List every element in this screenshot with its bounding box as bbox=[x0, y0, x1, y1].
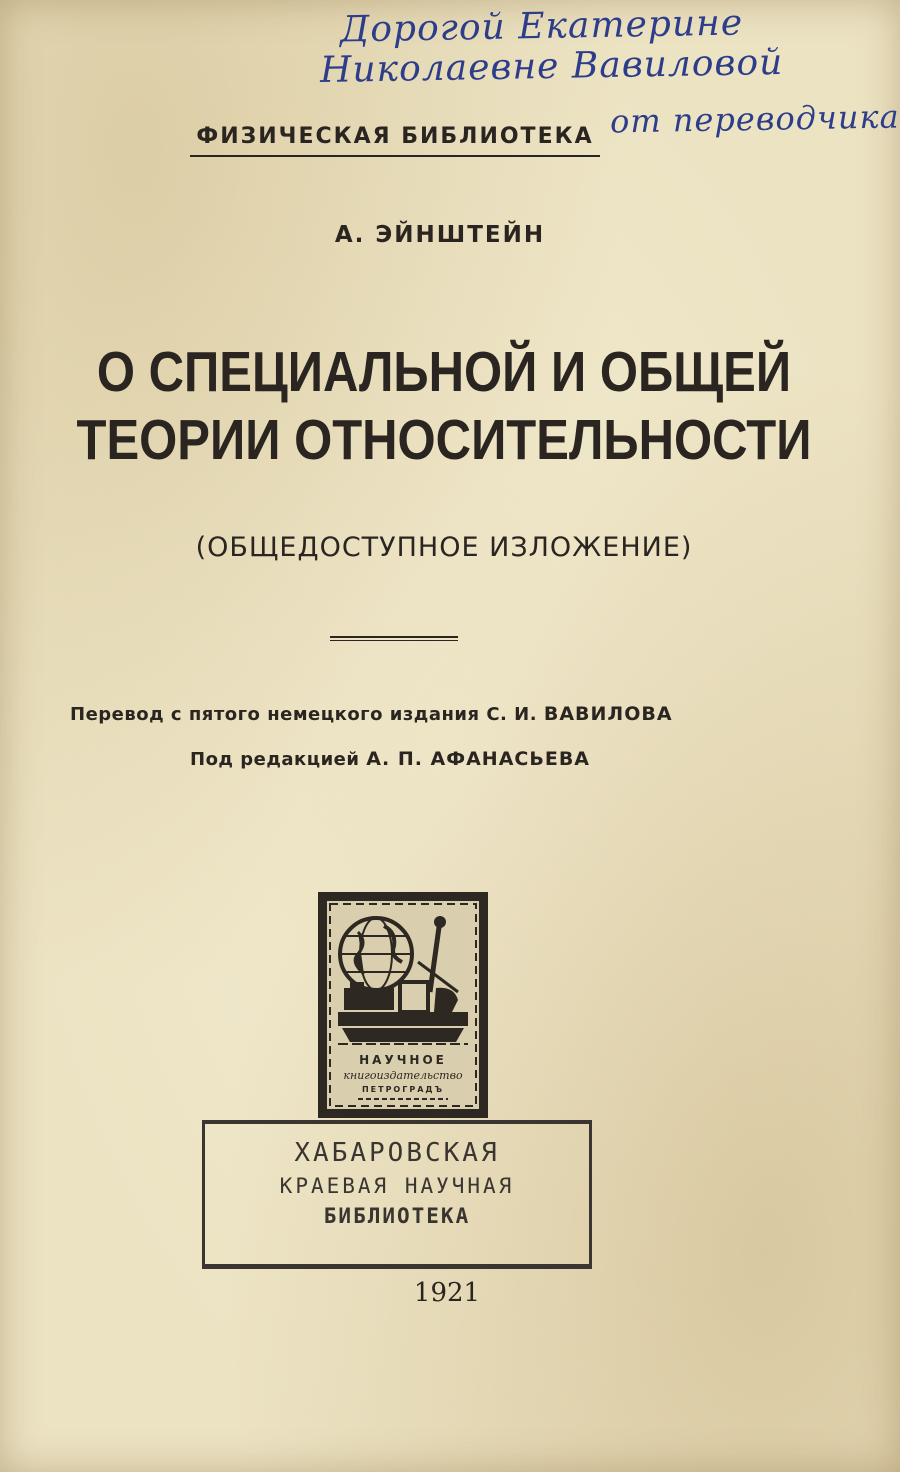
publisher-emblem bbox=[318, 892, 488, 1118]
handwritten-inscription-line-2: Николаевне Вавиловой bbox=[319, 41, 784, 92]
translation-credit bbox=[70, 703, 720, 725]
translator-name: ВАВИЛОВА bbox=[543, 703, 673, 725]
library-stamp-line-1: ХАБАРОВСКАЯ bbox=[294, 1138, 500, 1168]
publication-year: 1921 bbox=[413, 1278, 481, 1308]
editor-credit bbox=[190, 748, 640, 770]
emblem-text-line-2: книгоиздательство bbox=[343, 1069, 463, 1082]
handwritten-inscription-line-3: от переводчика bbox=[609, 97, 900, 141]
editor-name: А. П. АФАНАСЬЕВА bbox=[366, 748, 591, 770]
globe-icon bbox=[340, 918, 412, 990]
emblem-text-line-1: НАУЧНОЕ bbox=[359, 1053, 447, 1067]
translation-text: Перевод с пятого немецкого издания С. И. bbox=[70, 704, 544, 725]
book-title-line-1: О СПЕЦИАЛЬНОЙ И ОБЩЕЙ bbox=[96, 340, 792, 404]
book-title bbox=[57, 338, 831, 474]
book-subtitle: (ОБЩЕДОСТУПНОЕ ИЗЛОЖЕНИЕ) bbox=[195, 532, 693, 563]
library-stamp-line-3: БИБЛИОТЕКА bbox=[323, 1204, 471, 1228]
editor-text: Под редакцией bbox=[190, 749, 367, 770]
handwritten-inscription-line-1: Дорогой Екатерине bbox=[339, 2, 744, 51]
emblem-text-line-3: ПЕТРОГРАДЪ bbox=[361, 1085, 445, 1094]
library-stamp-line-2: КРАЕВАЯ НАУЧНАЯ bbox=[279, 1174, 515, 1198]
library-stamp bbox=[202, 1120, 592, 1269]
divider-rule bbox=[330, 636, 458, 641]
author-name: А. ЭЙНШТЕЙН bbox=[334, 222, 546, 248]
series-title: ФИЗИЧЕСКАЯ БИБЛИОТЕКА bbox=[190, 124, 600, 157]
book-title-line-2: ТЕОРИИ ОТНОСИТЕЛЬНОСТИ bbox=[76, 408, 812, 472]
